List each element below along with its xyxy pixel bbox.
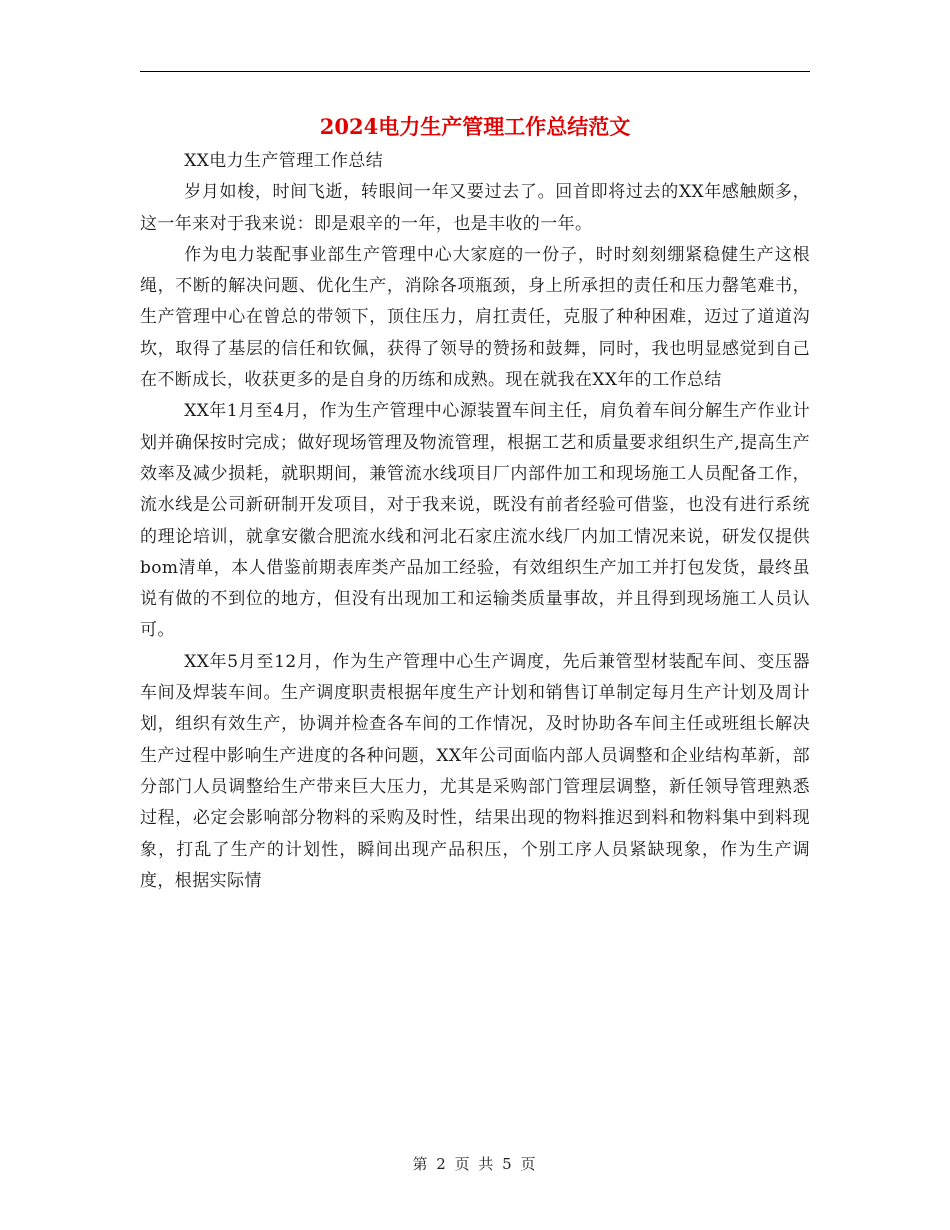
header-rule [140, 71, 810, 72]
paragraph: 岁月如梭，时间飞逝，转眼间一年又要过去了。回首即将过去的XX年感触颇多，这一年来对于我来说：即是艰辛的一年，也是丰收的一年。 [140, 182, 810, 234]
paragraph: XX年5月至12月，作为生产管理中心生产调度，先后兼管型材装配车间、变压器车间及焊装车间。生产调度职责根据年度生产计划和销售订单制定每月生产计划及周计划，组织有效生产，协调并检查各车间的工作情况，及时协助各车间主任或班组长解决生产过程中影响生产进度的各种问题，XX年公司面临内部人员调整和企业结构革新，部分部门人员调整给生产带来巨大压力，尤其是采购部门管理层调整，新任领导管理熟悉过程，必定会影响部分物料的采购及时性，结果出现的物料推迟到料和物料集中到料现象，打乱了生产的计划性，瞬间出现产品积压，个别工序人员紧缺现象，作为生产调度，根据实际情 [140, 651, 810, 891]
paragraph: 作为电力装配事业部生产管理中心大家庭的一份子，时时刻刻绷紧稳健生产这根绳，不断的解决问题、优化生产，消除各项瓶颈，身上所承担的责任和压力罄笔难书，生产管理中心在曾总的带领下，顶住压力，肩扛责任，克服了种种困难，迈过了道道沟坎，取得了基层的信任和钦佩，获得了领导的赞扬和鼓舞，同时，我也明显感觉到自己在不断成长，收获更多的是自身的历练和成熟。现在就我在XX年的工作总结 [140, 244, 810, 391]
paragraph-heading: XX电力生产管理工作总结 [184, 151, 384, 171]
document-title: 2024电力生产管理工作总结范文 [319, 114, 631, 139]
page-number-footer: 第 2 页 共 5 页 [412, 1155, 538, 1173]
paragraph: XX年1月至4月，作为生产管理中心源装置车间主任，肩负着车间分解生产作业计划并确保按时完成；做好现场管理及物流管理，根据工艺和质量要求组织生产,提高生产效率及减少损耗，就职期间，兼管流水线项目厂内部件加工和现场施工人员配备工作，流水线是公司新研制开发项目，对于我来说，既没有前者经验可借鉴，也没有进行系统的理论培训，就拿安徽合肥流水线和河北石家庄流水线厂内加工情况来说，研发仅提供bom清单，本人借鉴前期表库类产品加工经验，有效组织生产加工并打包发货，最终虽说有做的不到位的地方，但没有出现加工和运输类质量事故，并且得到现场施工人员认可。 [140, 401, 810, 641]
document-body [140, 146, 810, 897]
